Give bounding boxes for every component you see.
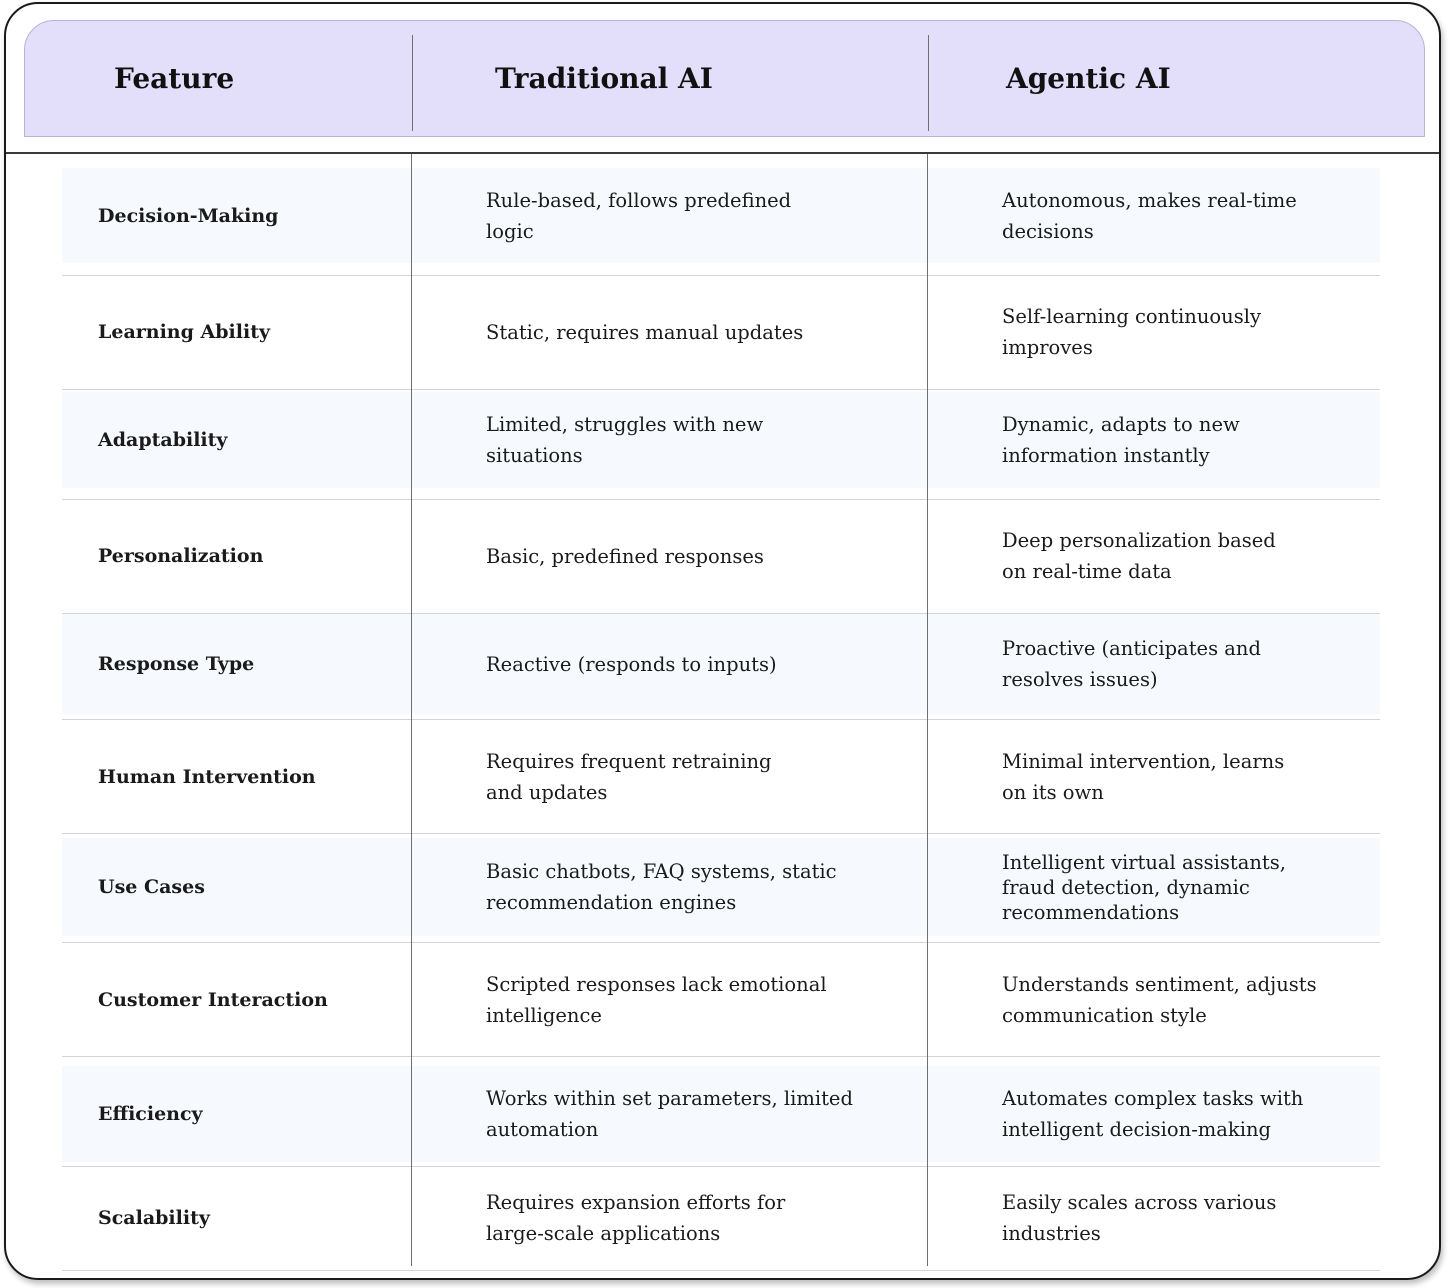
table-row <box>62 168 1380 263</box>
traditional-ai-cell: Reactive (responds to inputs) <box>486 652 777 676</box>
agentic-ai-cell: Minimal intervention, learns on its own <box>1002 750 1285 804</box>
table-row <box>62 500 1380 612</box>
feature-cell: Efficiency <box>98 1103 203 1125</box>
row-separator <box>62 1270 1380 1271</box>
table-row <box>62 1168 1380 1268</box>
traditional-ai-cell: Basic, predefined responses <box>486 544 764 568</box>
row-separator <box>62 942 1380 943</box>
feature-cell: Use Cases <box>98 876 205 898</box>
table-row <box>62 614 1380 714</box>
feature-cell: Learning Ability <box>98 321 271 343</box>
agentic-ai-cell: Self-learning continuously improves <box>1002 305 1261 359</box>
agentic-ai-cell: Proactive (anticipates and resolves issues) <box>1002 637 1261 691</box>
traditional-ai-cell: Requires expansion efforts for large-scale applications <box>486 1191 786 1245</box>
agentic-ai-cell: Autonomous, makes real-time decisions <box>1002 188 1297 243</box>
feature-cell: Human Intervention <box>98 766 316 788</box>
table-row <box>62 276 1380 388</box>
feature-cell: Customer Interaction <box>98 989 328 1011</box>
header-divider <box>412 35 413 131</box>
traditional-ai-cell: Rule-based, follows predefined logic <box>486 188 792 243</box>
row-separator <box>62 275 1380 276</box>
table-row <box>62 392 1380 488</box>
column-divider <box>927 154 928 1266</box>
header-agentic-ai: Agentic AI <box>1006 62 1171 95</box>
row-separator <box>62 389 1380 390</box>
traditional-ai-cell: Basic chatbots, FAQ systems, static recommendation engines <box>486 860 837 914</box>
feature-cell: Personalization <box>98 545 264 567</box>
header-divider <box>928 35 929 131</box>
agentic-ai-cell: Dynamic, adapts to new information instantly <box>1002 413 1240 467</box>
column-divider <box>411 154 412 1266</box>
table-row <box>62 944 1380 1056</box>
traditional-ai-cell: Requires frequent retraining and updates <box>486 750 772 804</box>
row-separator <box>62 719 1380 720</box>
comparison-table <box>4 2 1441 1280</box>
agentic-ai-cell: Understands sentiment, adjusts communication style <box>1002 973 1317 1027</box>
traditional-ai-cell: Scripted responses lack emotional intelligence <box>486 973 827 1027</box>
header-rule <box>6 152 1439 154</box>
traditional-ai-cell: Limited, struggles with new situations <box>486 413 764 467</box>
agentic-ai-cell: Deep personalization based on real-time data <box>1002 529 1276 583</box>
row-separator <box>62 613 1380 614</box>
row-separator <box>62 1056 1380 1057</box>
agentic-ai-cell: Intelligent virtual assistants, fraud detection, dynamic recommendations <box>1002 850 1286 924</box>
row-separator <box>62 499 1380 500</box>
header-traditional-ai: Traditional AI <box>495 62 713 95</box>
agentic-ai-cell: Automates complex tasks with intelligent decision-making <box>1002 1087 1304 1141</box>
agentic-ai-cell: Easily scales across various industries <box>1002 1191 1277 1245</box>
feature-cell: Decision-Making <box>98 204 279 227</box>
traditional-ai-cell: Static, requires manual updates <box>486 320 804 344</box>
table-row <box>62 838 1380 936</box>
table-row <box>62 720 1380 834</box>
header-feature: Feature <box>114 62 235 95</box>
row-separator <box>62 1166 1380 1167</box>
feature-cell: Adaptability <box>98 429 228 451</box>
traditional-ai-cell: Works within set parameters, limited automation <box>486 1087 853 1141</box>
row-separator <box>62 833 1380 834</box>
table-header <box>24 20 1425 137</box>
table-row <box>62 1066 1380 1162</box>
feature-cell: Scalability <box>98 1207 210 1229</box>
feature-cell: Response Type <box>98 653 255 675</box>
